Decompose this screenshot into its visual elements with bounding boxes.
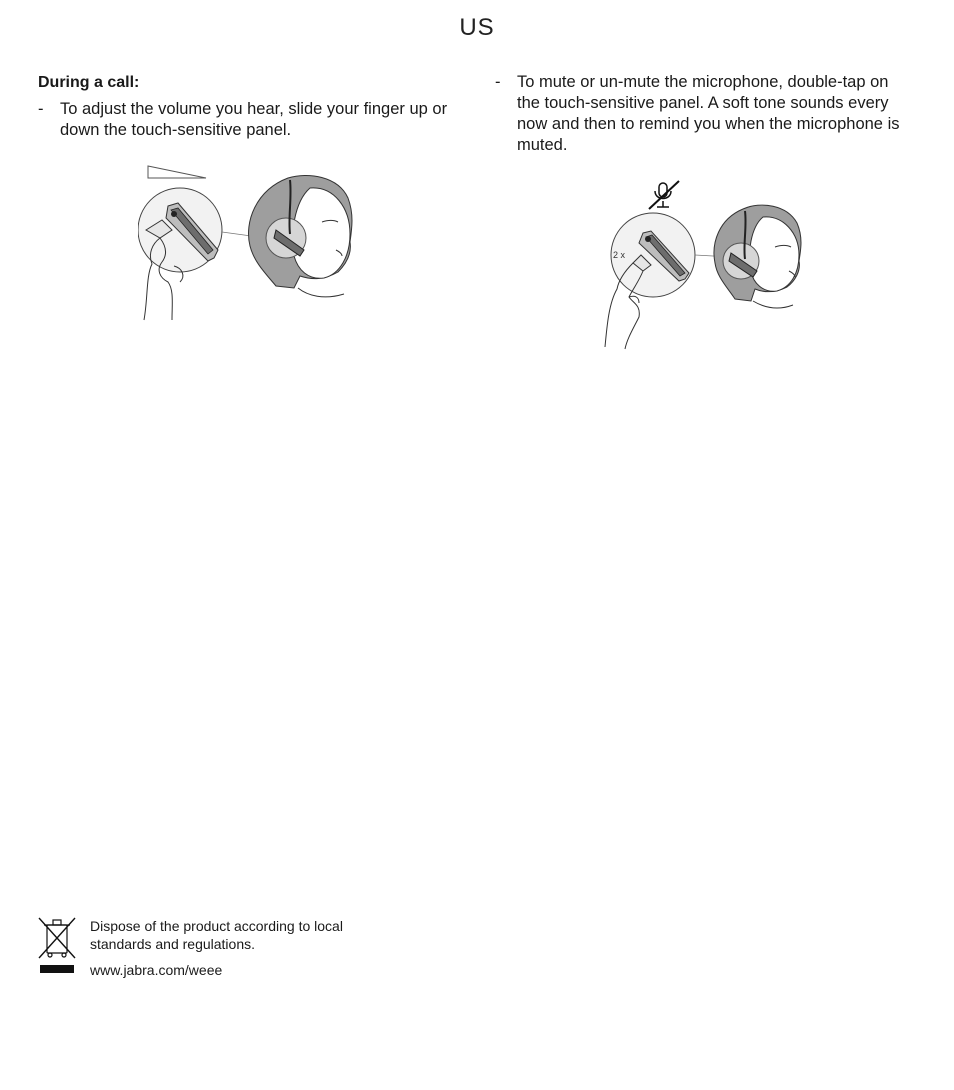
head-icon [714,205,801,308]
page-language-code: US [459,14,495,41]
volume-wedge-icon [148,166,206,178]
dispose-text: Dispose of the product according to local standards and regulations. [90,918,343,952]
bullet-volume [38,99,458,141]
bullet-dash: - [38,100,44,118]
crossed-out-bin-icon [36,915,78,977]
bullet-text-volume: To adjust the volume you hear, slide your finger up or down the touch-sensitive panel. [60,100,448,139]
weee-disposal-notice [36,915,456,985]
head-icon [249,175,352,296]
left-column [38,72,458,141]
mute-illustration [603,175,808,353]
finger-icon [605,255,651,349]
weee-url[interactable]: www.jabra.com/weee [90,962,223,978]
section-heading: During a call: [38,74,140,91]
bullet-dash: - [495,73,501,91]
tap-count-label: 2 x [613,250,626,260]
volume-illustration [138,158,363,323]
bullet-mute [495,72,905,156]
right-column [495,72,905,156]
bullet-text-mute: To mute or un-mute the microphone, double-tap on the touch-sensitive panel. A soft tone sounds every now and then to remind you when the microphone is muted. [517,73,900,154]
microphone-muted-icon [649,181,679,209]
